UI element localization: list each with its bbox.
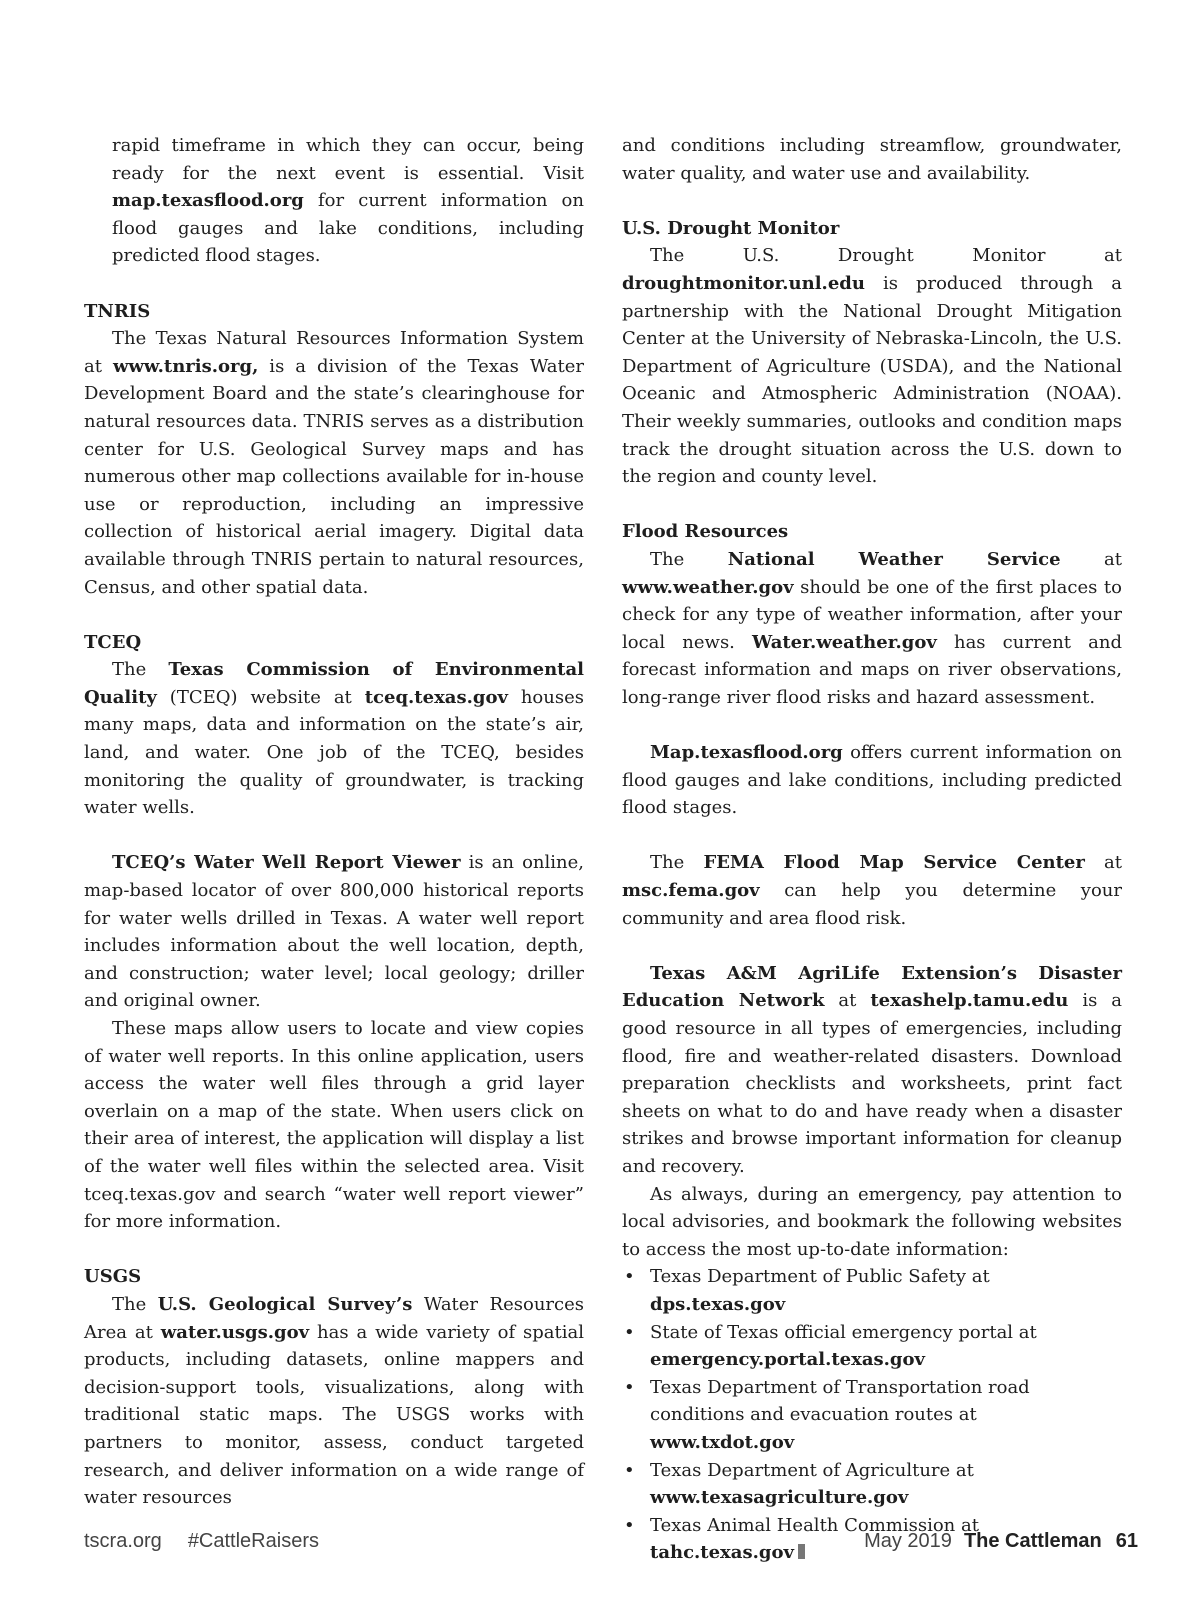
intro-text-end: for current information on flood gauges and lake conditions, including predicted flood stages. [112,190,584,267]
fema-text-mid: at [1084,852,1122,874]
intro-text: rapid timeframe in which they can occur, being ready for the next event is essential. Visit [112,135,584,184]
dps-link[interactable]: dps.texas.gov [650,1293,786,1315]
txdot-link[interactable]: www.txdot.gov [650,1431,795,1453]
nws-text-mid: at [1060,548,1122,570]
texasflood-link[interactable]: map.texasflood.org [112,190,304,212]
tnris-heading: TNRIS [84,300,151,322]
agrilife-name: Texas A&M AgriLife Extension’s Disaster Education Network [622,962,1122,1012]
advisory-paragraph: As always, during an emergency, pay attention to local advisories, and bookmark the following websites to access the most up-to-date information: [622,1183,1122,1260]
page-number: 61 [1115,1530,1138,1552]
drought-paragraph [622,242,1122,490]
footer-left [84,1530,319,1553]
tceq-text: The [112,659,169,681]
viewer-text: is an online, map-based locator of over 800,000 historical reports for water wells drilled in Texas. A water well report includes information about the well location, depth, and construction; water level; local geology; driller and original owner. [84,852,584,1012]
list-item-text: Texas Department of Agriculture at [650,1459,974,1481]
usgs-text-mid: Water Resources Area at [84,1293,584,1343]
tnris-text-end: is a division of the Texas Water Development Board and the state’s clearinghouse for natural resources data. TNRIS serves as a distribution center for U.S. Geological Survey maps and has numerous other map collections available for in-house use or reproduction, including an impressive collection of historical aerial imagery. Digital data available through TNRIS pertain to natural resources, Census, and other spatial data. [84,355,584,598]
right-column [622,132,1122,1567]
drought-heading: U.S. Drought Monitor [622,217,840,239]
tceq-paragraph [84,656,584,822]
list-item-text: Texas Animal Health Commission at [650,1514,979,1536]
texasflood-text: offers current information on flood gauges and lake conditions, including predicted flood stages. [622,742,1122,819]
fema-text: The [650,852,704,874]
list-item [622,1263,1122,1318]
website-list [622,1263,1122,1567]
footer-date: May 2019 [864,1530,952,1552]
footer-site[interactable]: tscra.org [84,1530,162,1552]
tnris-paragraph [84,325,584,601]
emergency-portal-link[interactable]: emergency.portal.texas.gov [650,1349,925,1371]
list-item [622,1319,1122,1374]
water-weather-link[interactable]: Water.weather.gov [752,631,937,653]
agrilife-text-mid: at [824,990,871,1012]
list-item [622,1374,1122,1457]
agrilife-paragraph [622,960,1122,1181]
nws-text-mid2: should be one of the first places to check for any type of weather information, after your local news. [622,576,1122,653]
fema-paragraph [622,849,1122,932]
usgs-continued: and conditions including streamflow, groundwater, water quality, and water use and availability. [622,135,1122,184]
fema-link[interactable]: msc.fema.gov [622,880,760,902]
list-item-text: State of Texas official emergency portal at [650,1321,1037,1343]
weather-link[interactable]: www.weather.gov [622,576,794,598]
usgs-paragraph [84,1291,584,1512]
drought-link[interactable]: droughtmonitor.unl.edu [622,272,865,294]
nws-paragraph [622,546,1122,712]
footer-hashtag: #CattleRaisers [187,1530,319,1552]
map-texasflood-link[interactable]: Map.texasflood.org [650,742,843,764]
nws-name: National Weather Service [727,548,1061,570]
flood-heading: Flood Resources [622,521,789,543]
tceq-heading: TCEQ [84,631,142,653]
fema-text-end: can help you determine your community and area flood risk. [622,880,1122,929]
list-item [622,1457,1122,1512]
tceq-link[interactable]: tceq.texas.gov [364,686,508,708]
tahc-link[interactable]: tahc.texas.gov [650,1542,794,1564]
texasflood-paragraph [622,739,1122,822]
usgs-text: The [112,1293,158,1315]
texashelp-link[interactable]: texashelp.tamu.edu [870,990,1069,1012]
viewer-paragraph [84,849,584,1015]
tceq-text-mid: (TCEQ) website at [156,686,365,708]
list-item-text: Texas Department of Public Safety at [650,1266,990,1288]
left-column [84,132,584,1512]
nws-text-end: has current and forecast information and maps on river observations, long-range river flood risks and hazard assessment. [622,631,1123,708]
tceq-text-end: houses many maps, data and information on the state’s air, land, and water. One job of the TCEQ, besides monitoring the quality of groundwater, is tracking water wells. [84,686,584,819]
texasagriculture-link[interactable]: www.texasagriculture.gov [650,1487,909,1509]
footer-right [864,1530,1138,1553]
footer-magazine: The Cattleman [963,1530,1102,1552]
usgs-heading: USGS [84,1266,142,1288]
usgs-link[interactable]: water.usgs.gov [160,1321,310,1343]
tceq-name: Texas Commission of Environmental Quality [84,659,584,708]
viewer-paragraph-2: These maps allow users to locate and view copies of water well reports. In this online application, users access the water well files through a grid layer overlain on a map of the state. When users click on their area of interest, the application will display a list of the water well files within the selected area. Visit tceq.texas.gov and search “water well report viewer” for more information. [84,1018,584,1233]
drought-text: The U.S. Drought Monitor at [650,245,1122,267]
drought-text-end: is produced through a partnership with the National Drought Mitigation Center at the University of Nebraska-Lincoln, the U.S. Department of Agriculture (USDA), and the National Oceanic and Atmospheric Administration (NOAA). Their weekly summaries, outlooks and condition maps track the drought situation across the U.S. down to the region and county level. [622,272,1122,488]
end-mark-icon [798,1544,805,1559]
agrilife-text-end: is a good resource in all types of emergencies, including flood, fire and weather-related disasters. Download preparation checklists and worksheets, print fact sheets on what to do and have ready when a disaster strikes and browse important information for cleanup and recovery. [622,990,1122,1177]
nws-text: The [650,548,728,570]
tnris-link[interactable]: www.tnris.org, [112,355,259,377]
usgs-name: U.S. Geological Survey’s [157,1293,413,1315]
viewer-name: TCEQ’s Water Well Report Viewer [112,852,461,874]
list-item-text: Texas Department of Transportation road conditions and evacuation routes at [650,1376,1030,1426]
usgs-text-end: has a wide variety of spatial products, including datasets, online mappers and decision-support tools, visualizations, along with traditional static maps. The USGS works with partners to monitor, assess, conduct targeted research, and deliver information on a wide range of water resources [84,1321,584,1509]
intro-paragraph [84,132,584,270]
fema-name: FEMA Flood Map Service Center [703,852,1085,874]
tnris-text: The Texas Natural Resources Information System at [84,328,584,377]
